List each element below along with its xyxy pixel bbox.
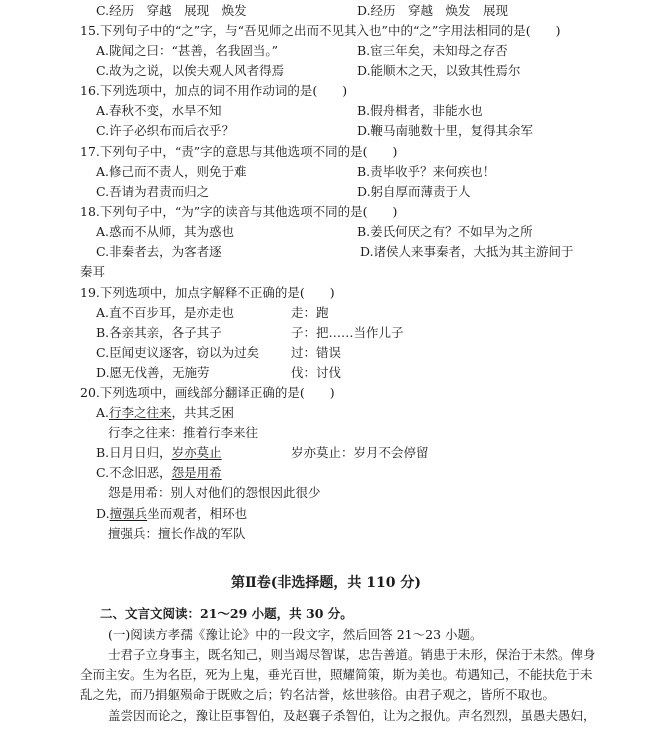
q17-option-d: D.躬自厚而薄责于人 <box>357 184 471 199</box>
q15-option-d: D.能顺木之天，以致其性焉尔 <box>357 63 521 78</box>
q18-option-a: A.惑而不从师，其为惑也 <box>96 224 235 239</box>
q20-option-b-underlined: 岁亦莫止 <box>171 445 222 460</box>
q20-option-c-prefix: C.不念旧恶， <box>96 465 172 480</box>
q20-option-c <box>96 464 222 482</box>
passage-line-2: 全而主安。生为名臣，死为上鬼，垂光百世，照耀简策，斯为美也。苟遇知己，不能扶危于未 <box>80 667 593 682</box>
q19-option-c: C.臣闻吏议逐客，窃以为过矣 <box>96 345 260 360</box>
q19-option-c-gloss: 过：错误 <box>291 345 342 360</box>
passage-line-1: 士君子立身事主，既名知己，则当竭尽智谋，忠告善道。销患于未形，保治于未然。俾身 <box>108 647 596 662</box>
q20-option-a-rest: ，共其乏困 <box>171 405 235 420</box>
q20-option-b-prefix: B.日月日归， <box>96 445 172 460</box>
q20-option-c-translation: 怨是用希：别人对他们的怨恨因此很少 <box>108 485 321 500</box>
q17-stem: 17.下列句子中，“责”字的意思与其他选项不同的是( ) <box>80 144 398 159</box>
q18-option-b: B.姜氏何厌之有？不如早为之所 <box>357 224 533 239</box>
q20-option-d-rest: 坐而观者，相环也 <box>147 506 248 521</box>
q14-option-c: C.经历 穿越 展现 焕发 <box>96 3 247 18</box>
q16-stem: 16.下列选项中，加点的词不用作动词的是( ) <box>80 83 348 98</box>
section-two-heading: 二、文言文阅读：21～29 小题，共 30 分。 <box>100 606 353 621</box>
q19-option-b-gloss: 子：把……当作儿子 <box>291 325 404 340</box>
q14-option-d: D.经历 穿越 焕发 展现 <box>357 3 509 18</box>
q20-option-b <box>96 444 222 462</box>
q16-option-b: B.假舟楫者，非能水也 <box>357 103 483 118</box>
q20-stem: 20.下列选项中，画线部分翻译正确的是( ) <box>80 385 335 400</box>
q20-option-d <box>96 505 247 523</box>
q20-option-a-translation: 行李之往来：推着行李来往 <box>108 425 259 440</box>
q16-option-d: D.鞭马南驰数十里，复得其余军 <box>357 123 534 138</box>
q20-option-d-prefix: D. <box>96 506 110 521</box>
q20-option-d-underlined: 擅强兵 <box>109 506 148 521</box>
q15-option-a: A.陇闻之曰：“甚善，名我固当。” <box>96 43 279 58</box>
q15-option-b: B.宦三年矣，未知母之存否 <box>357 43 508 58</box>
q19-stem: 19.下列选项中，加点字解释不正确的是( ) <box>80 285 335 300</box>
q16-option-a: A.春秋不变，水旱不知 <box>96 103 222 118</box>
q19-option-a: A.直不百步耳，是亦走也 <box>96 305 235 320</box>
q15-stem: 15.下列句子中的“之”字，与“吾见师之出而不见其入也”中的“之”字用法相同的是( ) <box>80 23 561 38</box>
section-two-intro: (一)阅读方孝孺《豫让论》中的一段文字，然后回答 21～23 小题。 <box>108 627 483 642</box>
q19-option-d-gloss: 伐：讨伐 <box>291 365 342 380</box>
passage-line-4: 盖尝因而论之，豫让臣事智伯，及赵襄子杀智伯，让为之报仇。声名烈烈，虽愚夫愚妇， <box>108 708 596 723</box>
q20-option-c-underlined: 怨是用希 <box>171 465 222 480</box>
passage-line-3: 乱之先，而乃捐躯殒命于既败之后；钓名沽誉，炫世骇俗。由君子观之，皆所不取也。 <box>80 687 556 702</box>
q19-option-d: D.愿无伐善，无施劳 <box>96 365 210 380</box>
q18-stem: 18.下列句子中，“为”字的读音与其他选项不同的是( ) <box>80 204 398 219</box>
q20-option-d-translation: 擅强兵：擅长作战的军队 <box>108 526 246 541</box>
q20-option-a <box>96 404 234 422</box>
q20-option-a-prefix: A. <box>96 405 110 420</box>
q16-option-c: C.许子必织布而后衣乎？ <box>96 123 235 138</box>
q20-option-a-underlined: 行李之往来 <box>109 405 172 420</box>
q18-option-d: D.诸侯人来事秦者，大抵为其主游间于 <box>360 244 574 259</box>
q15-option-c: C.故为之说，以俟夫观人风者得焉 <box>96 63 285 78</box>
q18-option-d-continued: 秦耳 <box>80 264 106 279</box>
q17-option-c: C.吾请为君责而归之 <box>96 184 210 199</box>
q20-option-b-translation: 岁亦莫止：岁月不会停留 <box>291 445 429 460</box>
q19-option-b: B.各亲其亲，各子其子 <box>96 325 222 340</box>
q17-option-a: A.修己而不责人，则免于难 <box>96 164 247 179</box>
q18-option-c: C.非秦者去，为客者逐 <box>96 244 222 259</box>
q19-option-a-gloss: 走：跑 <box>291 305 329 320</box>
q17-option-b: B.责毕收乎？来何疾也！ <box>357 164 496 179</box>
part-two-title: 第Ⅱ卷(非选择题，共 110 分) <box>230 575 422 591</box>
